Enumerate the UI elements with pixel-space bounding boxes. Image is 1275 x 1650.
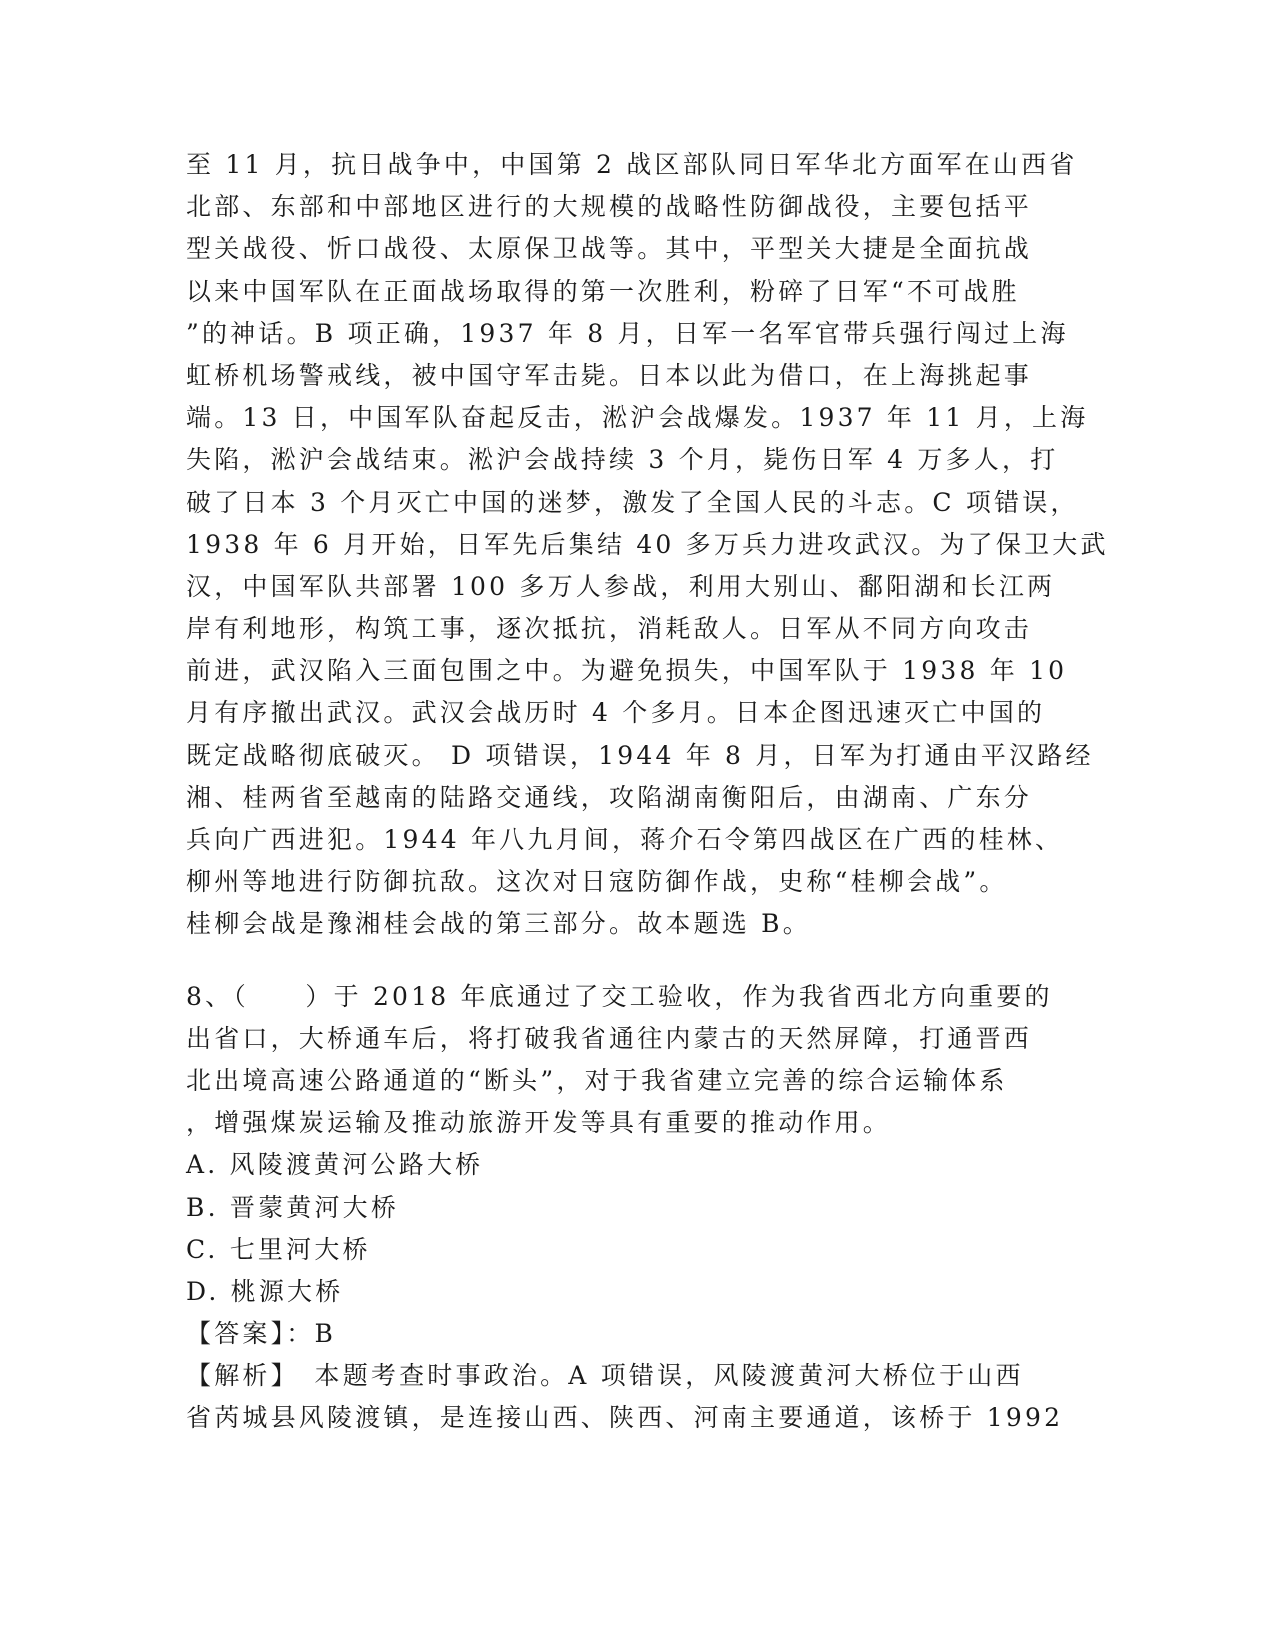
stem-line: ，增强煤炭运输及推动旅游开发等具有重要的推动作用。 (186, 1108, 892, 1138)
text-line: 至 11 月，抗日战争中，中国第 2 战区部队同日军华北方面军在山西省 (186, 150, 1078, 179)
text-line: 型关战役、忻口战役、太原保卫战等。其中，平型关大捷是全面抗战 (186, 234, 1033, 264)
text-line: 湘、桂两省至越南的陆路交通线，攻陷湖南衡阳后，由湖南、广东分 (186, 782, 1033, 812)
previous-explanation (186, 144, 1109, 946)
text-line: ”的神话。B 项正确，1937 年 8 月，日军一名军官带兵强行闯过上海 (186, 318, 1069, 348)
text-line: 柳州等地进行防御抗敌。这次对日寇防御作战，史称“桂柳会战”。 (186, 867, 1008, 897)
text-line: 端。13 日，中国军队奋起反击，淞沪会战爆发。1937 年 11 月，上海 (186, 403, 1089, 433)
text-line: 破了日本 3 个月灭亡中国的迷梦，激发了全国人民的斗志。C 项错误， (186, 487, 1079, 517)
text-line: 北部、东部和中部地区进行的大规模的战略性防御战役，主要包括平 (186, 192, 1033, 222)
option-a: A. 风陵渡黄河公路大桥 (186, 1150, 484, 1180)
text-line: 既定战略彻底破灭。 D 项错误，1944 年 8 月，日军为打通由平汉路经 (186, 740, 1094, 770)
stem-line: 出省口，大桥通车后，将打破我省通往内蒙古的天然屏障，打通晋西 (186, 1023, 1033, 1053)
question-8 (186, 976, 1086, 1440)
text-line: 兵向广西进犯。1944 年八九月间，蒋介石令第四战区在广西的桂林、 (186, 825, 1064, 854)
text-line: 失陷，淞沪会战结束。淞沪会战持续 3 个月，毙伤日军 4 万多人，打 (186, 445, 1059, 475)
text-line: 以来中国军队在正面战场取得的第一次胜利，粉碎了日军“不可战胜 (186, 276, 1020, 306)
answer-line: 【答案】：B (186, 1319, 337, 1349)
text-line: 月有序撤出武汉。武汉会战历时 4 个多月。日本企图迅速灭亡中国的 (186, 698, 1046, 728)
document-page (186, 144, 1109, 1440)
paragraph-gap (186, 946, 1086, 976)
analysis-line: 省芮城县风陵渡镇，是连接山西、陕西、河南主要通道，该桥于 1992 (186, 1403, 1064, 1433)
stem-line: 8、（ ）于 2018 年底通过了交工验收，作为我省西北方向重要的 (186, 981, 1053, 1011)
text-line: 虹桥机场警戒线，被中国守军击毙。日本以此为借口，在上海挑起事 (186, 360, 1033, 390)
text-line: 前进，武汉陷入三面包围之中。为避免损失，中国军队于 1938 年 10 (186, 656, 1068, 686)
text-line: 1938 年 6 月开始，日军先后集结 40 多万兵力进攻武汉。为了保卫大武 (186, 529, 1109, 559)
stem-line: 北出境高速公路通道的“断头”，对于我省建立完善的综合运输体系 (186, 1065, 1008, 1095)
text-line: 岸有利地形，构筑工事，逐次抵抗，消耗敌人。日军从不同方向攻击 (186, 614, 1033, 644)
analysis-line: 【解析】 本题考查时事政治。A 项错误，风陵渡黄河大桥位于山西 (186, 1361, 1024, 1391)
text-line: 桂柳会战是豫湘桂会战的第三部分。故本题选 B。 (186, 909, 811, 939)
analysis (186, 1355, 1086, 1439)
question-stem (186, 976, 1086, 1145)
option-d: D. 桃源大桥 (186, 1276, 344, 1306)
question-options (186, 1144, 1086, 1313)
option-c: C. 七里河大桥 (186, 1234, 371, 1264)
option-b: B. 晋蒙黄河大桥 (186, 1192, 400, 1222)
text-line: 汉，中国军队共部署 100 多万人参战，利用大别山、鄱阳湖和长江两 (186, 571, 1056, 601)
